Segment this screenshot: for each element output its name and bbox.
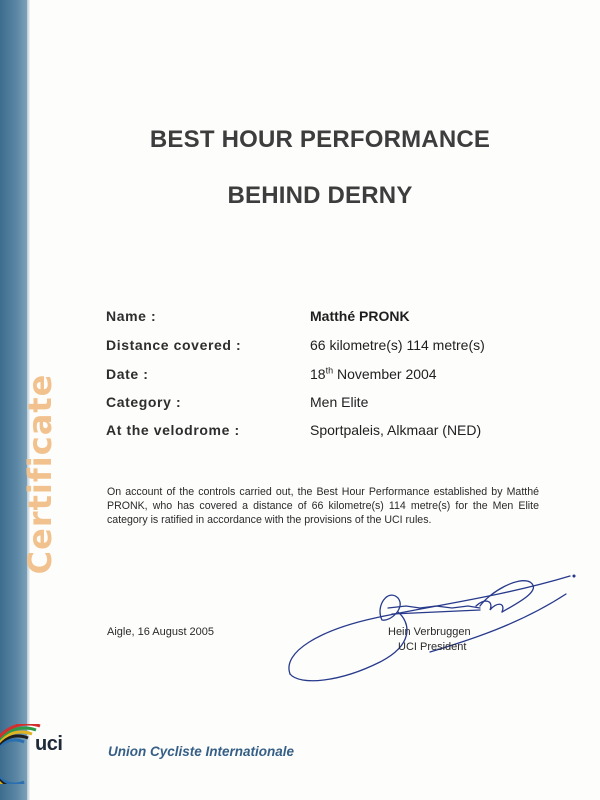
ratification-statement: On account of the controls carried out, the Best Hour Performance established by Matthé PRONK, who has covered a distance of 66 kilometre(s) 114 metre(s) for the Men Elite category is ratified in accordance with the provisions of the UCI rules. [107,486,539,526]
date-month-year: November 2004 [336,366,437,382]
signer-title: UCI President [398,641,467,653]
organization-name: Union Cycliste Internationale [108,744,295,759]
date-day: 18 [310,366,326,382]
place-and-date: Aigle, 16 August 2005 [107,626,215,638]
field-value: Men Elite [310,394,369,410]
signer-name: Hein Verbruggen [388,626,471,638]
field-date [106,366,576,388]
field-name [106,308,576,330]
field-label: Date : [106,366,149,382]
date-ordinal: th [325,365,334,376]
field-label: Distance covered : [106,337,242,353]
title-line-1: BEST HOUR PERFORMANCE [149,126,491,153]
field-velodrome [106,422,576,444]
certificate-side-label: Certificate [21,373,59,575]
title-line-2: BEHIND DERNY [227,182,413,209]
field-value [310,366,437,382]
field-value: 66 kilometre(s) 114 metre(s) [310,337,485,353]
field-label: At the velodrome : [106,422,240,438]
field-label: Category : [106,394,182,410]
field-value: Sportpaleis, Alkmaar (NED) [310,422,482,438]
field-label: Name : [106,308,157,324]
field-category [106,394,576,416]
field-value: Matthé PRONK [310,308,410,324]
field-distance [106,337,576,359]
uci-logo-text: uci [35,733,63,755]
